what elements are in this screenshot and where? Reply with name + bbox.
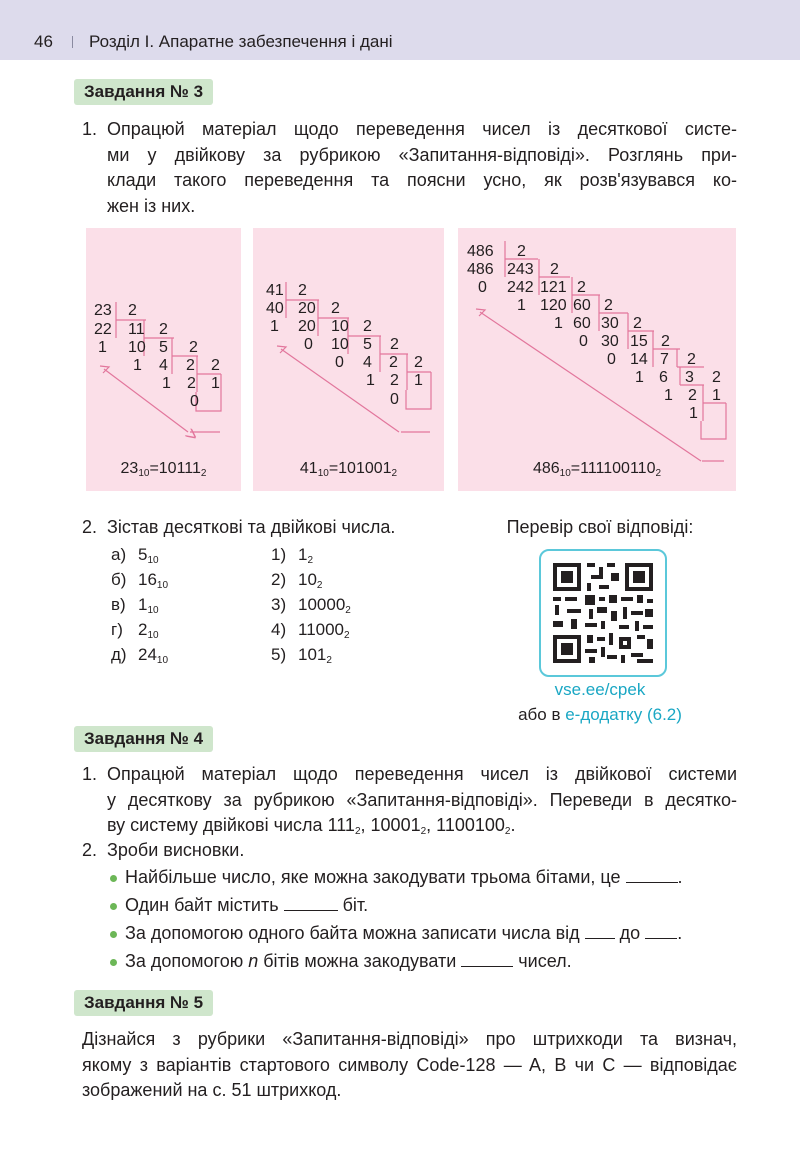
division-diagram-41 [253, 228, 444, 491]
example-panel-23 [86, 228, 241, 491]
svg-text:2: 2 [688, 387, 697, 404]
check-or-addon [460, 702, 740, 728]
svg-text:2: 2 [661, 333, 670, 350]
example-panel-486 [458, 228, 736, 491]
check-link[interactable]: vse.ee/cpek [554, 680, 646, 699]
svg-text:10: 10 [331, 336, 349, 353]
svg-text:0: 0 [579, 333, 588, 350]
svg-text:11: 11 [128, 321, 145, 338]
svg-text:2: 2 [604, 297, 613, 314]
svg-text:40: 40 [266, 300, 284, 317]
qr-code-frame[interactable] [539, 549, 667, 677]
task4-item1-number: 1. [82, 764, 98, 784]
task5-line2: якому з варіантів стартового символу Code-128 — A, B чи C — відповідає [82, 1054, 737, 1075]
svg-text:2: 2 [390, 336, 399, 353]
check-answers-title: Перевір свої відповіді: [506, 517, 694, 537]
svg-text:2: 2 [159, 321, 168, 338]
svg-text:2: 2 [633, 315, 642, 332]
svg-text:23: 23 [94, 302, 112, 319]
svg-text:1: 1 [366, 372, 375, 389]
bullet-dot-4 [110, 959, 117, 966]
svg-text:2: 2 [187, 375, 196, 392]
task4-item2-text: Зроби висновки. [107, 840, 245, 860]
svg-text:120: 120 [540, 297, 567, 314]
svg-text:1: 1 [554, 315, 563, 332]
svg-text:2: 2 [712, 369, 721, 386]
conclusion-3: За допомогою одного байта можна записати числа від до . [125, 923, 683, 943]
task3-item1-line3: клади такого переведення та поясни усно, як розв'язувався ко- [107, 170, 737, 190]
example-caption-23: $23_{10}=10111_2$ [120, 460, 207, 479]
conclusion-2: Один байт містить біт. [125, 895, 369, 915]
addon-link[interactable]: е-додатку (6.2) [565, 705, 682, 724]
task3-label: Завдання № 3 [74, 79, 213, 105]
task3-item1-line4: жен із них. [107, 195, 196, 216]
task5-line1: Дізнайся з рубрики «Запитання-відповіді» про штрихкоди та визнач, [82, 1029, 737, 1049]
example-caption-41: $41_{10}=101001_2$ [299, 460, 398, 479]
task4-item1-line2: у десяткову за рубрикою «Запитання-відповіді». Переведи в десятко- [107, 789, 737, 810]
page-header [0, 0, 800, 60]
svg-text:4: 4 [363, 354, 372, 371]
svg-text:2: 2 [189, 339, 198, 356]
division-diagram-486 [458, 228, 736, 491]
svg-text:0: 0 [335, 354, 344, 371]
qr-code-icon [541, 551, 665, 675]
chapter-title: Розділ І. Апаратне забезпечення і дані [89, 32, 393, 51]
svg-text:14: 14 [630, 351, 648, 368]
svg-text:1: 1 [689, 405, 698, 422]
svg-text:121: 121 [540, 279, 567, 296]
task3-item2-number: 2. [82, 517, 98, 537]
svg-text:20: 20 [298, 318, 316, 335]
task3-item1-line1: Опрацюй матеріал щодо переведення чисел із десяткової систе- [107, 119, 737, 139]
division-diagram-23 [86, 228, 241, 491]
svg-text:30: 30 [601, 333, 619, 350]
svg-text:1: 1 [414, 372, 423, 389]
svg-text:2: 2 [298, 282, 307, 299]
svg-text:0: 0 [607, 351, 616, 368]
svg-text:6: 6 [659, 369, 668, 386]
svg-text:2: 2 [550, 261, 559, 278]
svg-text:5: 5 [159, 339, 168, 356]
svg-text:30: 30 [601, 315, 619, 332]
svg-text:7: 7 [660, 351, 669, 368]
svg-text:1: 1 [517, 297, 526, 314]
svg-text:243: 243 [507, 261, 534, 278]
bullet-dot-3 [110, 931, 117, 938]
task5-label: Завдання № 5 [74, 990, 213, 1016]
task3-item1-number: 1. [82, 119, 98, 139]
bullet-dot-2 [110, 903, 117, 910]
svg-text:1: 1 [211, 375, 220, 392]
check-or-text: або в [518, 705, 566, 724]
svg-text:0: 0 [478, 279, 487, 296]
svg-text:1: 1 [133, 357, 142, 374]
svg-text:60: 60 [573, 297, 591, 314]
svg-text:10: 10 [331, 318, 349, 335]
task4-item2-number: 2. [82, 840, 98, 860]
svg-text:60: 60 [573, 315, 591, 332]
svg-text:2: 2 [128, 302, 137, 319]
svg-text:0: 0 [190, 393, 199, 410]
svg-text:486: 486 [467, 243, 494, 260]
task3-item1-line2: ми у двійкову за рубрикою «Запитання-відповіді». Розглянь при- [107, 144, 737, 165]
svg-text:1: 1 [664, 387, 673, 404]
task5-line3: зображений на с. 51 штрихкод. [82, 1080, 342, 1100]
svg-text:2: 2 [186, 357, 195, 374]
page-number: 46 [34, 32, 53, 51]
svg-text:2: 2 [331, 300, 340, 317]
svg-text:10: 10 [128, 339, 146, 356]
svg-text:242: 242 [507, 279, 534, 296]
header-divider [72, 36, 73, 48]
svg-text:3: 3 [685, 369, 694, 386]
svg-text:22: 22 [94, 321, 112, 338]
task4-item1-line1: Опрацюй матеріал щодо переведення чисел із двійкової системи [107, 764, 737, 784]
svg-text:2: 2 [211, 357, 220, 374]
svg-text:2: 2 [577, 279, 586, 296]
svg-text:0: 0 [304, 336, 313, 353]
svg-text:2: 2 [363, 318, 372, 335]
svg-text:15: 15 [630, 333, 648, 350]
svg-text:41: 41 [266, 282, 284, 299]
task3-item2-text: Зістав десяткові та двійкові числа. [107, 517, 396, 537]
conclusion-4: За допомогою n бітів можна закодувати чисел. [125, 951, 572, 971]
svg-text:20: 20 [298, 300, 316, 317]
svg-text:2: 2 [414, 354, 423, 371]
example-caption-486: $486_{10}=111100110_2$ [532, 460, 662, 479]
svg-text:5: 5 [363, 336, 372, 353]
svg-text:2: 2 [389, 354, 398, 371]
svg-text:1: 1 [270, 318, 279, 335]
svg-text:4: 4 [159, 357, 168, 374]
svg-text:0: 0 [390, 391, 399, 408]
svg-text:1: 1 [98, 339, 107, 356]
bullet-dot-1 [110, 875, 117, 882]
svg-text:2: 2 [517, 243, 526, 260]
svg-text:486: 486 [467, 261, 494, 278]
svg-text:2: 2 [390, 372, 399, 389]
svg-text:1: 1 [635, 369, 644, 386]
svg-text:2: 2 [687, 351, 696, 368]
task4-item1-line3: ву систему двійкові числа $111_2$, $10001_2$, $1100100_2$. [107, 815, 516, 837]
task4-label: Завдання № 4 [74, 726, 213, 752]
svg-text:1: 1 [712, 387, 721, 404]
svg-text:1: 1 [162, 375, 171, 392]
conclusion-1: Найбільше число, яке можна закодувати трьома бітами, це . [125, 867, 683, 887]
example-panel-41 [253, 228, 444, 491]
